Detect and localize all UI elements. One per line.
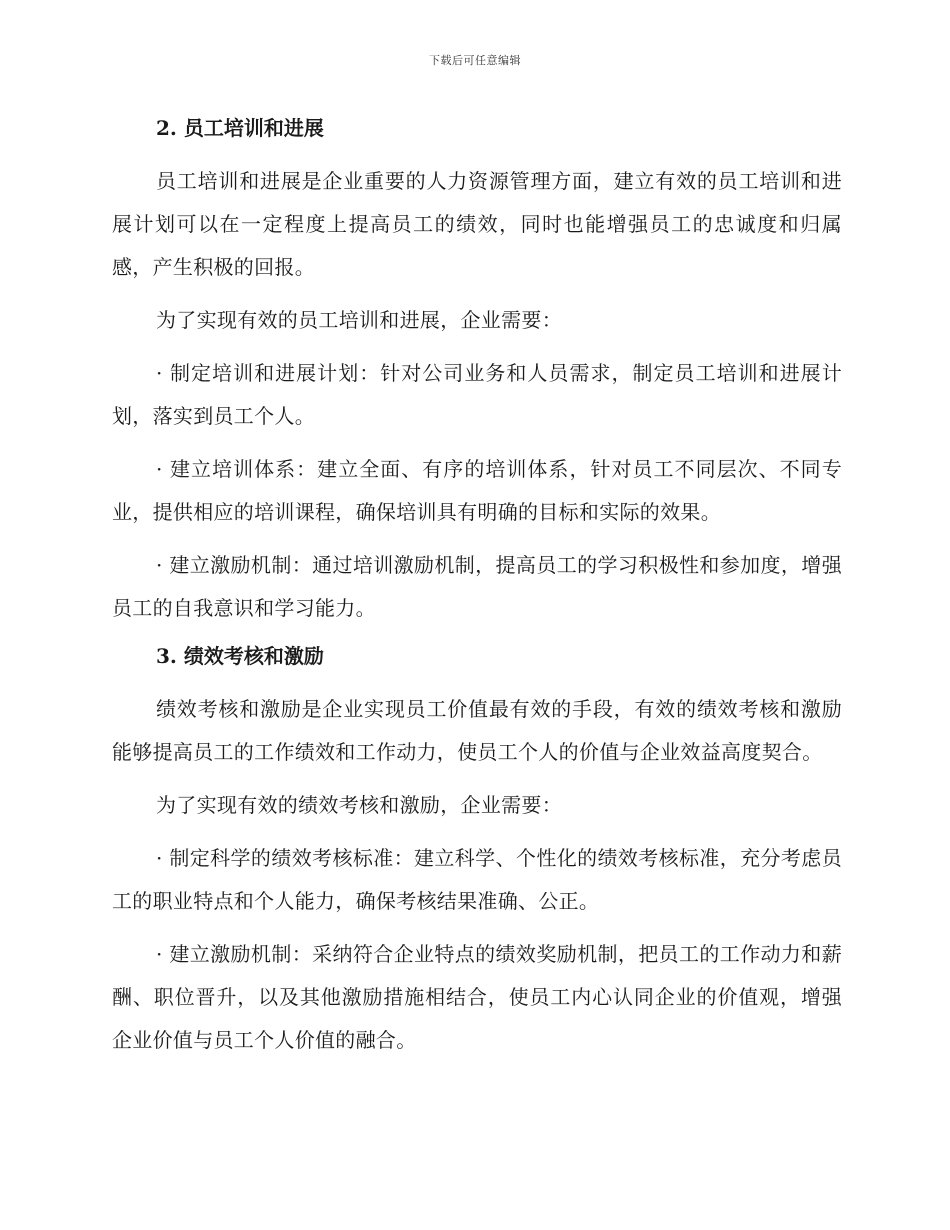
section-heading-performance: 3. 绩效考核和激励	[156, 644, 324, 668]
paragraph: 为了实现有效的绩效考核和激励，企业需要：	[156, 793, 562, 817]
paragraph: 员工培训和进展是企业重要的人力资源管理方面，建立有效的员工培训和进展计划可以在一定程度上提高员工的绩效，同时也能增强员工的忠诚度和归属感，产生积极的回报。	[112, 169, 842, 279]
bullet-item: · 制定培训和进展计划：针对公司业务和人员需求，制定员工培训和进展计划，落实到员工个人。	[112, 361, 842, 428]
paragraph: 为了实现有效的员工培训和进展，企业需要：	[156, 308, 562, 332]
paragraph: 绩效考核和激励是企业实现员工价值最有效的手段，有效的绩效考核和激励能够提高员工的工作绩效和工作动力，使员工个人的价值与企业效益高度契合。	[112, 697, 842, 764]
bullet-item: · 建立激励机制：采纳符合企业特点的绩效奖励机制，把员工的工作动力和薪酬、职位晋升，以及其他激励措施相结合，使员工内心认同企业的价值观，增强企业价值与员工个人价值的融合。	[112, 942, 842, 1052]
document-body	[112, 112, 842, 1072]
section-heading-training: 2. 员工培训和进展	[156, 116, 324, 140]
bullet-item: · 建立激励机制：通过培训激励机制，提高员工的学习积极性和参加度，增强员工的自我意识和学习能力。	[112, 553, 842, 620]
bullet-item: · 制定科学的绩效考核标准：建立科学、个性化的绩效考核标准，充分考虑员工的职业特点和个人能力，确保考核结果准确、公正。	[112, 846, 842, 913]
bullet-item: · 建立培训体系：建立全面、有序的培训体系，针对员工不同层次、不同专业，提供相应的培训课程，确保培训具有明确的目标和实际的效果。	[112, 457, 842, 524]
page-header: 下载后可任意编辑	[429, 54, 521, 67]
